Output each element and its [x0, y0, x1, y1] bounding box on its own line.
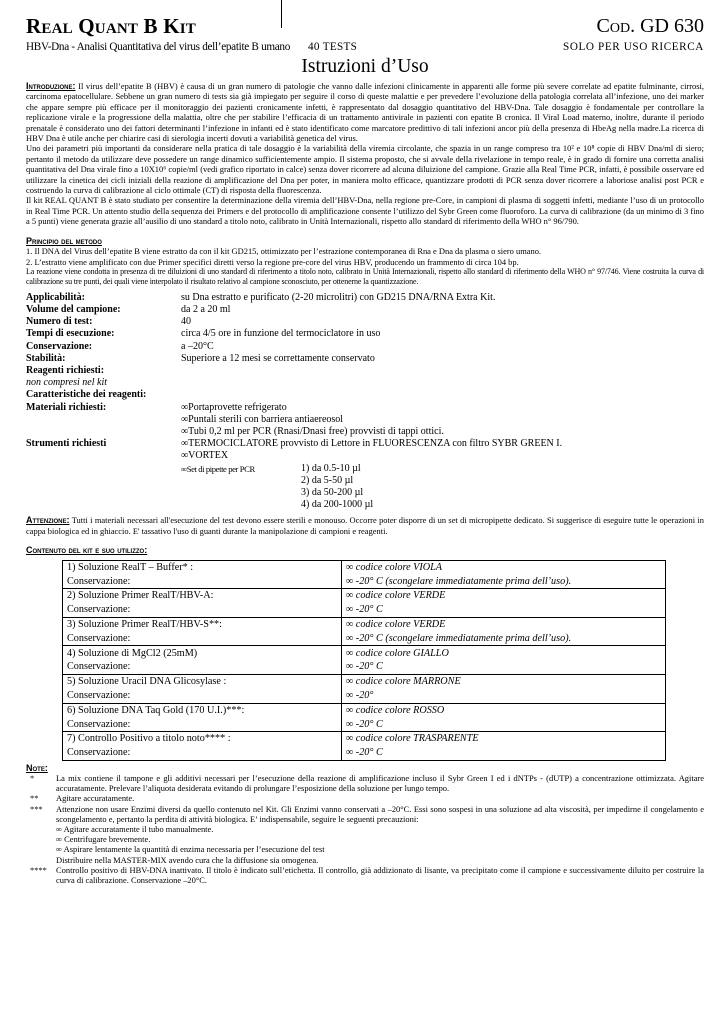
component-color-code: ∞ codice colore ROSSO — [342, 703, 666, 717]
spec-value-instrument-1: ∞TERMOCICLATORE provvisto di Lettore in FLUORESCENZA con filtro SYBR GREEN I. — [181, 438, 563, 450]
note-4-mark: **** — [30, 864, 47, 875]
spec-key-stability: Stabilità: — [26, 352, 66, 364]
storage-temperature: ∞ -20° C — [342, 660, 666, 674]
spec-value-stability: Superiore a 12 mesi se correttamente conservato — [181, 352, 375, 364]
component-color-code: ∞ codice colore MARRONE — [342, 674, 666, 688]
note-3-tail: Distribuire nella MASTER-MIX avendo cura che la diffusione sia omogenea. — [56, 854, 319, 865]
product-code: Cod. GD 630 — [596, 15, 704, 37]
spec-value-material-2: ∞Puntali sterili con barriera antiaereosol — [181, 413, 344, 425]
storage-label: Conservazione: — [63, 632, 342, 646]
note-1 — [26, 773, 704, 793]
pipette-size-3: 3) da 50-200 µl — [301, 486, 364, 498]
spec-value-storage: a –20°C — [181, 340, 214, 352]
spec-value-applicability: su Dna estratto e purificato (2-20 microlitri) con GD215 DNA/RNA Extra Kit. — [181, 291, 496, 303]
principle-heading-text: Principio del metodo — [26, 235, 102, 246]
note-3-item-3: ∞ Aspirare lentamente la quantità di enzima necessaria per l’esecuzione del test — [56, 844, 325, 855]
note-2 — [26, 793, 704, 803]
spec-value-material-3: ∞Tubi 0,2 ml per PCR (Rnasi/Dnasi free) provvisti di tappi ottici. — [181, 425, 444, 437]
attention-heading: Attenzione: — [26, 515, 70, 526]
contents-row — [63, 589, 666, 603]
principle-line-1: 1. Il DNA del Virus dell’epatite B viene estratto da con il kit GD215, ottimizzato per l’estrazione contemporanea di Rna e Dna da plasma o siero umano. — [26, 246, 542, 257]
component-name: 7) Controllo Positivo a titolo noto**** : — [63, 732, 342, 746]
attention-text: Tutti i materiali necessari all'esecuzione del test devono essere sterili e monouso. Occorre poter disporre di un set di micropipette dedicato. Si suggerisce di eseguire tutte le operazioni in cappa biologica ed in ghiaccio. E' tassativo l'uso di guanti durante la manipolazione di campioni e reagenti. — [26, 515, 704, 536]
contents-storage-row — [63, 660, 666, 674]
note-3-item-1: ∞ Agitare accuratamente il tubo manualmente. — [56, 823, 214, 834]
pipette-size-2: 2) da 5-50 µl — [301, 474, 354, 486]
header-divider-line — [281, 0, 282, 28]
note-2-mark: ** — [30, 793, 39, 804]
pipette-size-4: 4) da 200-1000 µl — [301, 499, 374, 511]
contents-storage-row — [63, 603, 666, 617]
spec-value-time: circa 4/5 ore in funzione del termociclatore in uso — [181, 328, 381, 340]
storage-label: Conservazione: — [63, 746, 342, 760]
component-name: 2) Soluzione Primer RealT/HBV-A: — [63, 589, 342, 603]
contents-storage-row — [63, 574, 666, 588]
notes-section — [26, 763, 704, 885]
kit-contents-table — [62, 560, 666, 761]
storage-temperature: ∞ -20° — [342, 689, 666, 703]
note-3-mark: *** — [30, 803, 43, 814]
note-3-item-2: ∞ Centrifugare brevemente. — [56, 834, 151, 845]
spec-key-volume: Volume del campione: — [26, 303, 121, 315]
storage-temperature: ∞ -20° C (scongelare immediatamente prima dell’uso). — [342, 574, 666, 588]
note-3 — [26, 804, 704, 824]
spec-key-materials: Materiali richiesti: — [26, 401, 107, 413]
contents-row — [63, 560, 666, 574]
spec-reagents-note: non compresi nel kit — [26, 377, 108, 389]
spec-value-volume: da 2 a 20 ml — [181, 303, 231, 315]
storage-label: Conservazione: — [63, 717, 342, 731]
spec-key-applicability: Applicabilità: — [26, 291, 85, 303]
component-name: 1) Soluzione RealT – Buffer* : — [63, 560, 342, 574]
contents-storage-row — [63, 717, 666, 731]
principle-line-2: 2. L’estratto viene amplificato con due Primer specifici diretti verso la regione pre-core del virus HBV, producendo un frammento di circa 104 bp. — [26, 256, 519, 267]
spec-key-storage: Conservazione: — [26, 340, 93, 352]
spec-key-number: Numero di test: — [26, 316, 93, 328]
component-color-code: ∞ codice colore VERDE — [342, 617, 666, 631]
pipette-set-label: ∞Set di pipette per PCR — [181, 463, 255, 474]
spec-list — [26, 292, 704, 512]
intro-paragraph-3: Il kit REAL QUANT B è stato studiato per consentire la determinazione della viremia dell’HBV-Dna, nella regione pre-Core, in campioni di plasma di soggetti infetti, mediante l’uso di un protocollo in Real Time PCR. Un attento studio della sequenza dei Primers e del protocollo di amplificazione consente l’utilizzo del Sybr Green come fluoroforo. La curva di calibrazione (da un minimo di 3 fino a 5 punti) viene generata grazie all’ausilio di uno standard a titolo noto, calibrato in Unità Internazionali, rispetto allo standard di riferimento della WHO n° 96/790. — [26, 195, 704, 227]
product-subtitle — [26, 41, 357, 53]
spec-key-instruments: Strumenti richiesti — [26, 438, 107, 450]
storage-label: Conservazione: — [63, 660, 342, 674]
storage-label: Conservazione: — [63, 689, 342, 703]
spec-key-time: Tempi di esecuzione: — [26, 328, 115, 340]
spec-value-instrument-2: ∞VORTEX — [181, 450, 229, 462]
component-color-code: ∞ codice colore TRASPARENTE — [342, 732, 666, 746]
storage-label: Conservazione: — [63, 574, 342, 588]
storage-temperature: ∞ -20° C (scongelare immediatamente prima dell’uso). — [342, 632, 666, 646]
contents-row — [63, 646, 666, 660]
document-body — [26, 81, 704, 885]
pipette-set — [181, 463, 704, 512]
contents-heading-text: Contenuto del kit e suo utilizzo: — [26, 545, 148, 556]
spec-value-number: 40 — [181, 316, 191, 328]
component-name: 6) Soluzione DNA Taq Gold (170 U.I.)***: — [63, 703, 342, 717]
spec-key-characteristics: Caratteristiche dei reagenti: — [26, 389, 147, 401]
component-color-code: ∞ codice colore GIALLO — [342, 646, 666, 660]
intro-paragraph-1 — [26, 81, 704, 143]
attention-paragraph — [26, 515, 704, 536]
contents-row — [63, 617, 666, 631]
contents-row — [63, 674, 666, 688]
subtitle-text: HBV-Dna - Analisi Quantitativa del virus dell’epatite B umano — [26, 41, 291, 53]
contents-storage-row — [63, 632, 666, 646]
spec-key-reagents: Reagenti richiesti: — [26, 364, 105, 376]
component-name: 3) Soluzione Primer RealT/HBV-S**: — [63, 617, 342, 631]
storage-temperature: ∞ -20° C — [342, 603, 666, 617]
contents-storage-row — [63, 689, 666, 703]
component-color-code: ∞ codice colore VIOLA — [342, 560, 666, 574]
note-3-text: Attenzione non usare Enzimi diversi da quello contenuto nel Kit. Gli Enzimi vanno conservati a –20°C. Essi sono sospesi in una soluzione ad alta viscosità, per impedirne il congelamento e scongelamento e, pertanto la perdita di attività biologica. E’ indispensabile, seguire le seguenti precauzioni: — [56, 803, 704, 824]
contents-row — [63, 703, 666, 717]
product-name: Real Quant B Kit — [26, 14, 196, 38]
contents-row — [63, 732, 666, 746]
notes-heading: Note: — [26, 762, 48, 773]
intro-heading: Introduzione: — [26, 81, 76, 91]
storage-temperature: ∞ -20° C — [342, 746, 666, 760]
pipette-size-1: 1) da 0.5-10 µl — [301, 462, 361, 474]
intro-paragraph-2: Uno dei parametri più importanti da considerare nella pratica di tale dosaggio è la variabilità della viremia circolante, che spazia in un range compreso tra 10² e 10⁸ copie di HBV Dna/ml di siero; pertanto il metodo da utilizzare deve possedere un range dinamico sufficientemente ampio. Il sistema proposto, che si avvale della rivelazione in tempo reale, è in grado di fornire una corretta analisi quantitativa del Dna virale fino a 10X10⁶ copie/ml (vedi grafico riportato in calce) senza dover ricorrere ad alcuna diluizione del campione. Grazie alla Real Time PCR, infatti, è possibile osservare ed utilizzare la cinetica dei cicli iniziali della reazione di amplificazione del Dna per poter, in maniera molto efficace, quantizzare prodotti di PCR senza dover ricorrere a laboriose analisi post PCR e costruendo la curva di calibrazione al ciclo ottimale (CT) di risposta della fluorescenza. — [26, 143, 704, 196]
research-use-label: SOLO PER USO RICERCA — [563, 41, 704, 53]
spec-value-material-1: ∞Portaprovette refrigerato — [181, 401, 287, 413]
component-name: 5) Soluzione Uracil DNA Glicosylase : — [63, 674, 342, 688]
principle-line-3: La reazione viene condotta in presenza di tre diluizioni di uno standard di riferimento a titolo noto, calibrato in Unità Internazionali, rispetto allo standard di riferimento della WHO n° 97/746. Viene costruita la curva di calibrazione su tre punti, dei quali viene interpolato il risultato relativo al campione sconosciuto, per ottenerne la quantizzazione. — [26, 266, 704, 287]
note-1-mark: * — [30, 772, 35, 783]
storage-label: Conservazione: — [63, 603, 342, 617]
note-2-text: Agitare accuratamente. — [56, 793, 135, 804]
component-name: 4) Soluzione di MgCl2 (25mM) — [63, 646, 342, 660]
principle-heading — [26, 236, 704, 246]
note-4-text: Controllo positivo di HBV-DNA inattivato. Il titolo è indicato sull’etichetta. Il controllo, già addizionato di lisante, va precipitato come il campione e successivamente diluito per costruire la curva di calibrazione. Conservazione –20°C. — [56, 864, 704, 885]
tests-count: 40 TESTS — [308, 41, 358, 53]
document-title: Istruzioni d’Uso — [301, 56, 429, 77]
intro-text-1: Il virus dell’epatite B (HBV) è causa di un gran numero di patologie che vanno dalle infezioni clinicamente in apparenti alle forme più severe correlate ad epatite fulminante, cirrosi, carcinoma epatocellulare. Sebbene un gran numero di tests sia già impiegato per seguire il corso di queste malattie e per prevedere l’evoluzione della patologia correlata all’infezione, uno dei marker che appare sempre più efficace per il monitoraggio dei pazienti cronicamente infetti, è rappresentato dal dosaggio quantitativo del HBV-Dna. Tale dosaggio è fondamentale per controllare la replicazione virale e la progressione della malattia, oltre che per stabilire l’efficacia di un trattamento antivirale in pazienti con epatite B cronica. Il Viral Load materno, inoltre, durante il periodo prenatale è considerato uno dei fattori determinanti l’infezione in infanti ed è stato identificato come marcatore predittivo di tali infezioni ancor più della presenza di HbeAg nella madre.La ricerca di HBV Dna è utile anche per chiarire casi di sierologia incerti dovuti a variabilità genetica del virus. — [26, 81, 704, 144]
note-1-text: La mix contiene il tampone e gli additivi necessari per l’esecuzione della reazione di amplificazione incluso il Sybr Green I ed i dNTPs - (dUTP) a concentrazione ottimizzata. Agitare accuratamente. Prelevare l’aliquota desiderata evitando di prolungare l’esposizione della soluzione per lungo tempo. — [56, 772, 704, 794]
contents-storage-row — [63, 746, 666, 760]
component-color-code: ∞ codice colore VERDE — [342, 589, 666, 603]
contents-heading — [26, 545, 704, 555]
storage-temperature: ∞ -20° C — [342, 717, 666, 731]
note-4 — [26, 865, 704, 885]
